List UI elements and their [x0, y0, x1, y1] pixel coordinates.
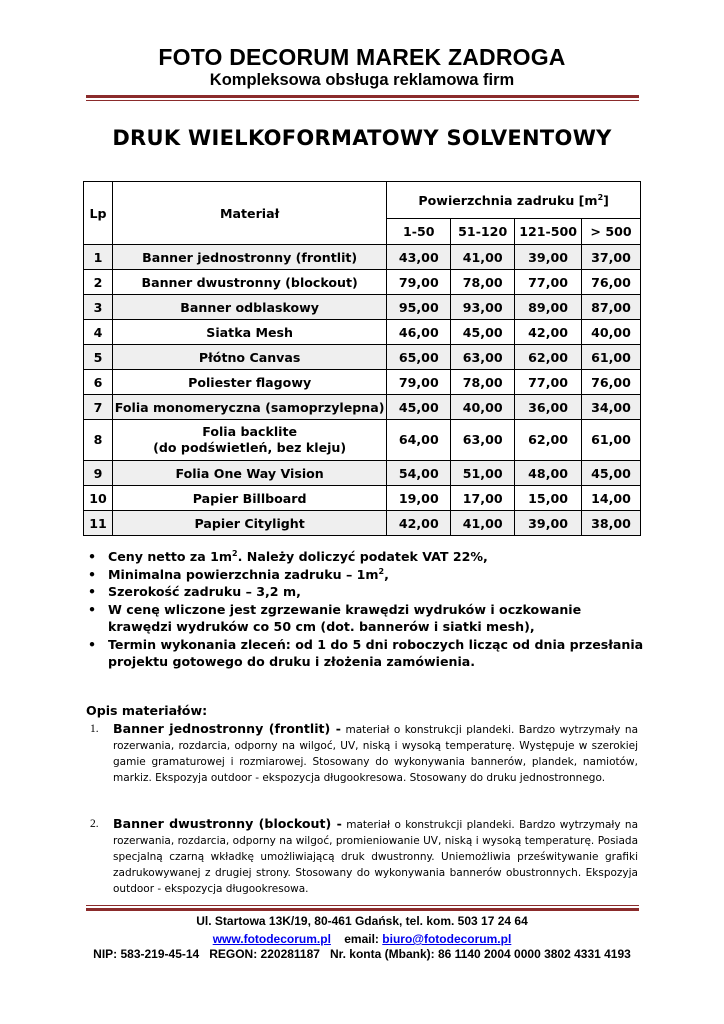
row-material-line1: Folia backlite: [202, 424, 298, 439]
footer-divider-thin: [86, 905, 639, 906]
row-material: Banner jednostronny (frontlit): [112, 245, 386, 270]
row-price: 89,00: [515, 295, 582, 320]
note-item: • Termin wykonania zleceń: od 1 do 5 dni roboczych licząc od dnia przesłania projektu gotowego do druku i złożenia zamówienia.: [86, 636, 646, 671]
row-price: 95,00: [387, 295, 451, 320]
row-lp: 2: [84, 270, 113, 295]
table-row: [84, 345, 641, 370]
row-material: Siatka Mesh: [112, 320, 386, 345]
header-divider: [86, 95, 639, 98]
table-row: [84, 245, 641, 270]
material-description: [86, 816, 638, 897]
table-row: [84, 486, 641, 511]
material-description: [86, 721, 638, 786]
row-price: 78,00: [451, 270, 515, 295]
note-text: Ceny netto za 1m: [108, 549, 233, 564]
note-item: [86, 566, 646, 584]
note-sup: 2: [378, 566, 385, 576]
header-material: Materiał: [112, 182, 386, 245]
material-number: 2.: [90, 818, 99, 830]
footer-divider: [86, 908, 639, 911]
row-price: 41,00: [451, 245, 515, 270]
email-label: email:: [344, 932, 379, 946]
table-row: [84, 395, 641, 420]
footer-address: Ul. Startowa 13K/19, 80-461 Gdańsk, tel. kom. 503 17 24 64: [196, 914, 528, 928]
row-lp: 1: [84, 245, 113, 270]
price-table: [83, 181, 641, 536]
header-lp: Lp: [84, 182, 113, 245]
note-sup: 2: [232, 548, 238, 558]
row-price: 38,00: [582, 511, 641, 536]
row-price: 76,00: [582, 270, 641, 295]
row-price: 64,00: [387, 420, 451, 461]
row-price: 77,00: [515, 370, 582, 395]
row-material: Banner odblaskowy: [112, 295, 386, 320]
row-price: 45,00: [451, 320, 515, 345]
range-3: 121-500: [515, 219, 582, 245]
row-price: 19,00: [387, 486, 451, 511]
table-row: [84, 461, 641, 486]
range-2: 51-120: [451, 219, 515, 245]
row-price: 39,00: [515, 245, 582, 270]
row-price: 45,00: [387, 395, 451, 420]
row-price: 37,00: [582, 245, 641, 270]
company-tagline: Kompleksowa obsługa reklamowa firm: [209, 71, 515, 89]
row-material: Folia One Way Vision: [112, 461, 386, 486]
row-price: 34,00: [582, 395, 641, 420]
row-material: Poliester flagowy: [112, 370, 386, 395]
note-text: Minimalna powierzchnia zadruku – 1m: [108, 566, 379, 582]
row-lp: 5: [84, 345, 113, 370]
row-material: Płótno Canvas: [112, 345, 386, 370]
footer-contact: [0, 932, 724, 946]
range-4: > 500: [582, 219, 641, 245]
row-lp: 3: [84, 295, 113, 320]
row-price: 41,00: [451, 511, 515, 536]
row-material: Banner dwustronny (blockout): [112, 270, 386, 295]
material-text: materiał o konstrukcji plandeki. Bardzo wytrzymały na rozerwania, rozdarcia, odporny na wilgoć, promieniowanie UV, niską i wysoką temperaturę. Posiada specjalną czarną wkładkę umożliwiającą druk dwustronny. Uniemożliwia prześwitywanie grafiki zadrukowywanej z drugiej strony. Stosowany do wykonywania bannerów obustronnych. Ekspozyja outdoor - ekspozycja długookresowa.: [113, 819, 639, 895]
row-price: 61,00: [582, 345, 641, 370]
materials-heading: Opis materiałów:: [86, 703, 208, 718]
row-price: 45,00: [582, 461, 641, 486]
row-lp: 9: [84, 461, 113, 486]
row-price: 54,00: [387, 461, 451, 486]
row-price: 14,00: [582, 486, 641, 511]
header-area-sup: 2: [597, 192, 604, 202]
table-row: [84, 511, 641, 536]
company-name: FOTO DECORUM MAREK ZADROGA: [158, 44, 566, 70]
row-lp: 7: [84, 395, 113, 420]
row-price: 65,00: [387, 345, 451, 370]
note-item: • Szerokość zadruku – 3,2 m,: [86, 583, 646, 601]
row-lp: 8: [84, 420, 113, 461]
table-row: [84, 420, 641, 461]
row-price: 40,00: [451, 395, 515, 420]
row-material: Papier Billboard: [112, 486, 386, 511]
row-price: 77,00: [515, 270, 582, 295]
row-material: Folia monomeryczna (samoprzylepna): [112, 395, 386, 420]
material-text: materiał o konstrukcji plandeki. Bardzo wytrzymały na rozerwania, rozdarcia, odporny na wilgoć, UV, niską i wysoką temperaturę. Występuje w szerokiej gamie gramaturowej i rozmiarowej. Stosowany do wykonywania bannerów, plandek, namiotów, markiz. Ekspozyja outdoor - ekspozycja długookresowa. Stosowany do druku jednostronnego.: [113, 724, 638, 784]
row-price: 62,00: [515, 420, 582, 461]
table-row: [84, 270, 641, 295]
row-lp: 10: [84, 486, 113, 511]
row-material-line2: (do podświetleń, bez kleju): [153, 440, 347, 455]
material-name: Banner jednostronny (frontlit) -: [113, 721, 342, 736]
row-price: 79,00: [387, 270, 451, 295]
row-price: 51,00: [451, 461, 515, 486]
row-material: [112, 420, 386, 461]
material-number: 1.: [90, 723, 99, 735]
material-name: Banner dwustronny (blockout) -: [113, 816, 342, 831]
row-price: 62,00: [515, 345, 582, 370]
note-text: ,: [384, 566, 389, 582]
row-price: 63,00: [451, 420, 515, 461]
row-price: 48,00: [515, 461, 582, 486]
note-item: [86, 548, 646, 566]
note-item: • W cenę wliczone jest zgrzewanie krawędzi wydruków i oczkowanie krawędzi wydruków co 50 cm (dot. bannerów i siatki mesh),: [86, 601, 646, 636]
row-price: 36,00: [515, 395, 582, 420]
row-price: 79,00: [387, 370, 451, 395]
website-link[interactable]: www.fotodecorum.pl: [212, 932, 331, 946]
table-row: [84, 295, 641, 320]
row-price: 40,00: [582, 320, 641, 345]
row-price: 39,00: [515, 511, 582, 536]
row-price: 46,00: [387, 320, 451, 345]
table-row: [84, 320, 641, 345]
row-lp: 6: [84, 370, 113, 395]
row-price: 42,00: [515, 320, 582, 345]
header-area: [387, 182, 641, 219]
row-lp: 4: [84, 320, 113, 345]
row-price: 78,00: [451, 370, 515, 395]
header-area-label: Powierzchnia zadruku [m: [418, 192, 598, 208]
header-divider-thin: [86, 100, 639, 101]
row-price: 15,00: [515, 486, 582, 511]
row-price: 42,00: [387, 511, 451, 536]
note-text: . Należy doliczyć podatek VAT 22%,: [237, 549, 488, 564]
email-link[interactable]: biuro@fotodecorum.pl: [382, 932, 512, 946]
notes-list: [86, 548, 646, 671]
row-price: 17,00: [451, 486, 515, 511]
row-price: 93,00: [451, 295, 515, 320]
footer-registry: NIP: 583-219-45-14 REGON: 220281187 Nr. konta (Mbank): 86 1140 2004 0000 3802 4331 4193: [93, 947, 631, 961]
row-price: 87,00: [582, 295, 641, 320]
row-lp: 11: [84, 511, 113, 536]
row-price: 43,00: [387, 245, 451, 270]
row-price: 63,00: [451, 345, 515, 370]
row-price: 61,00: [582, 420, 641, 461]
table-row: [84, 370, 641, 395]
document-title: DRUK WIELKOFORMATOWY SOLVENTOWY: [112, 126, 612, 150]
range-1: 1-50: [387, 219, 451, 245]
row-price: 76,00: [582, 370, 641, 395]
row-material: Papier Citylight: [112, 511, 386, 536]
header-area-end: ]: [603, 192, 609, 208]
